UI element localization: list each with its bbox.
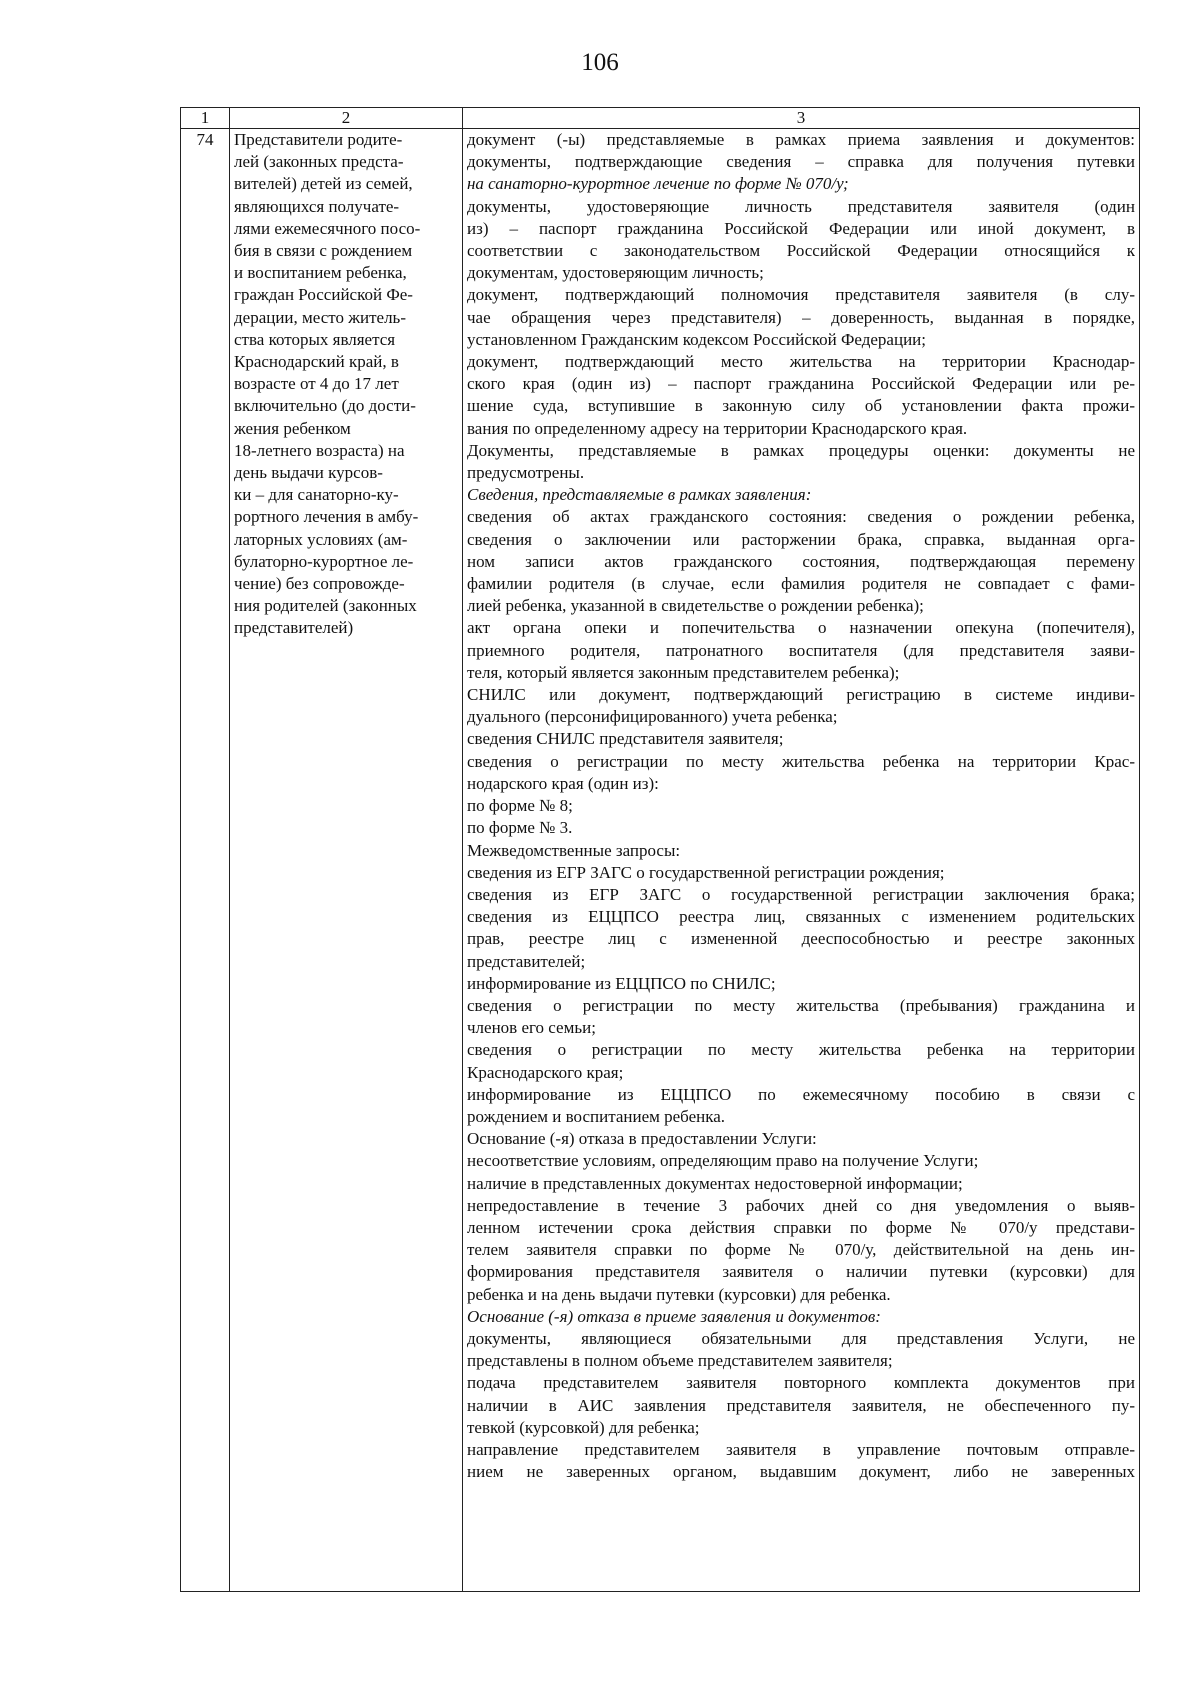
category-line: дерации, место житель- <box>234 307 406 327</box>
description-line: предусмотрены. <box>467 463 585 483</box>
category-line: Краснодарский край, в <box>234 352 399 372</box>
description-line: документам, удостоверяющим личность; <box>467 263 764 283</box>
description-line: по форме № 8; <box>467 796 573 816</box>
description-line: СНИЛС или документ, подтверждающий регистрацию в системе индиви- <box>467 685 1135 705</box>
description-line: фамилии родителя (в случае, если фамилия родителя не совпадает с фами- <box>467 574 1135 594</box>
services-table <box>180 107 1140 1592</box>
description-line: наличии в АИС заявления представителя заявителя, не обеспеченного пу- <box>467 1395 1135 1415</box>
category-line: рортного лечения в амбу- <box>234 507 419 527</box>
description-line: чае обращения через представителя) – доверенность, выданная в порядке, <box>467 307 1135 327</box>
description-line: акт органа опеки и попечительства о назначении опекуна (попечителя), <box>467 618 1135 638</box>
description-line: соответствии с законодательством Российской Федерации относящийся к <box>467 241 1135 261</box>
description-line: тевкой (курсовкой) для ребенка; <box>467 1417 700 1437</box>
description-line: Краснодарского края; <box>467 1062 624 1082</box>
description-line: документы, подтверждающие сведения – справка для получения путевки <box>467 152 1135 172</box>
description-line: сведения о регистрации по месту жительства ребенка на территории <box>467 1040 1135 1060</box>
description-line: непредоставление в течение 3 рабочих дней со дня уведомления о выяв- <box>467 1195 1135 1215</box>
description-line: документ (-ы) представляемые в рамках приема заявления и документов: <box>467 130 1135 149</box>
header-col-3: 3 <box>463 108 1140 129</box>
description-line: по форме № 3. <box>467 818 573 838</box>
category-line: чение) без сопровожде- <box>234 574 405 594</box>
description-line: нодарского края (один из): <box>467 773 659 793</box>
description-line: документ, подтверждающий полномочия представителя заявителя (в слу- <box>467 285 1135 305</box>
description-line: документы, удостоверяющие личность представителя заявителя (один <box>467 196 1135 216</box>
description-line: сведения о регистрации по месту жительства ребенка на территории Крас- <box>467 751 1135 771</box>
table-row <box>181 129 1140 1592</box>
description-line: наличие в представленных документах недостоверной информации; <box>467 1173 963 1193</box>
description-line: подача представителем заявителя повторного комплекта документов при <box>467 1373 1135 1393</box>
category-line: булаторно-курортное ле- <box>234 551 414 571</box>
description-line: сведения из ЕГР ЗАГС о государственной регистрации заключения брака; <box>467 884 1135 904</box>
category-line: Представители родите- <box>234 130 403 149</box>
description-line: ном записи актов гражданского состояния, подтверждающая перемену <box>467 551 1135 571</box>
description-line: сведения СНИЛС представителя заявителя; <box>467 729 784 749</box>
description-line: сведения из ЕЦЦПСО реестра лиц, связанных с изменением родительских <box>467 907 1135 927</box>
description-line: нием не заверенных органом, выдавшим документ, либо не заверенных <box>467 1462 1135 1482</box>
category-line: включительно (до дости- <box>234 396 416 416</box>
description-line: Сведения, представляемые в рамках заявления: <box>467 485 812 505</box>
row-number: 74 <box>181 129 230 1592</box>
category-line: ки – для санаторно-ку- <box>234 485 399 505</box>
category-line: граждан Российской Фе- <box>234 285 413 305</box>
description-line: членов его семьи; <box>467 1018 596 1038</box>
description-line: несоответствие условиям, определяющим право на получение Услуги; <box>467 1151 979 1171</box>
description-line: сведения о регистрации по месту жительства (пребывания) гражданина и <box>467 995 1135 1015</box>
description-line: из) – паспорт гражданина Российской Федерации или иной документ, в <box>467 218 1135 238</box>
category-line: день выдачи курсов- <box>234 463 383 483</box>
category-line: ния родителей (законных <box>234 596 417 616</box>
description-line: Основание (-я) отказа в приеме заявления и документов: <box>467 1306 881 1326</box>
description-line: ребенка и на день выдачи путевки (курсовки) для ребенка. <box>467 1284 891 1304</box>
description-line: ленном истечении срока действия справки по форме № 070/у представи- <box>467 1217 1135 1237</box>
description-line: представителей; <box>467 951 586 971</box>
description-line: телем заявителя справки по форме № 070/у, действительной на день ин- <box>467 1240 1135 1260</box>
applicant-category <box>230 129 463 1592</box>
description-line: формирования представителя заявителя о наличии путевки (курсовки) для <box>467 1262 1135 1282</box>
category-line: лей (законных предста- <box>234 152 404 172</box>
category-line: латорных условиях (ам- <box>234 529 408 549</box>
table-header-row <box>181 108 1140 129</box>
description-line: представлены в полном объеме представителем заявителя; <box>467 1351 893 1371</box>
header-col-1: 1 <box>181 108 230 129</box>
description-line: информирование из ЕЦЦПСО по СНИЛС; <box>467 973 776 993</box>
category-line: жения ребенком <box>234 418 351 438</box>
category-line: ства которых является <box>234 329 396 349</box>
description-line: документ, подтверждающий место жительства на территории Краснодар- <box>467 352 1135 372</box>
description-line: документы, являющиеся обязательными для представления Услуги, не <box>467 1328 1135 1348</box>
description-line: информирование из ЕЦЦПСО по ежемесячному пособию в связи с <box>467 1084 1135 1104</box>
category-line: и воспитанием ребенка, <box>234 263 407 283</box>
page-number: 106 <box>581 49 619 76</box>
description-line: шение суда, вступившие в законную силу об установлении факта прожи- <box>467 396 1135 416</box>
header-col-2: 2 <box>230 108 463 129</box>
description-line: Документы, представляемые в рамках процедуры оценки: документы не <box>467 440 1135 460</box>
description-line: вания по определенному адресу на территории Краснодарского края. <box>467 418 968 438</box>
description-line: Основание (-я) отказа в предоставлении Услуги: <box>467 1129 817 1149</box>
description-line: сведения об актах гражданского состояния: сведения о рождении ребенка, <box>467 507 1135 527</box>
description-line: теля, который является законным представителем ребенка); <box>467 662 900 682</box>
description-line: рождением и воспитанием ребенка. <box>467 1106 726 1126</box>
category-line: возрасте от 4 до 17 лет <box>234 374 399 394</box>
description-line: установленном Гражданским кодексом Российской Федерации; <box>467 329 926 349</box>
description-line: дуального (персонифицированного) учета ребенка; <box>467 707 838 727</box>
category-line: представителей) <box>234 618 354 638</box>
category-line: 18-летнего возраста) на <box>234 440 405 460</box>
description-line: сведения о заключении или расторжении брака, справка, выданная орга- <box>467 529 1135 549</box>
description-line: Межведомственные запросы: <box>467 840 681 860</box>
description-line: направление представителем заявителя в управление почтовым отправле- <box>467 1439 1135 1459</box>
description-line: лией ребенка, указанной в свидетельстве о рождении ребенка); <box>467 596 924 616</box>
description-line: приемного родителя, патронатного воспитателя (для представителя заяви- <box>467 640 1135 660</box>
description-line: ского края (один из) – паспорт гражданина Российской Федерации или ре- <box>467 374 1135 394</box>
description-line: прав, реестре лиц с измененной дееспособностью и реестре законных <box>467 929 1135 949</box>
category-line: лями ежемесячного посо- <box>234 218 421 238</box>
documents-description <box>463 129 1140 1592</box>
description-line: на санаторно-курортное лечение по форме № 070/у; <box>467 174 849 194</box>
category-line: бия в связи с рождением <box>234 241 413 261</box>
category-line: вителей) детей из семей, <box>234 174 413 194</box>
category-line: являющихся получате- <box>234 196 400 216</box>
description-line: сведения из ЕГР ЗАГС о государственной регистрации рождения; <box>467 862 945 882</box>
